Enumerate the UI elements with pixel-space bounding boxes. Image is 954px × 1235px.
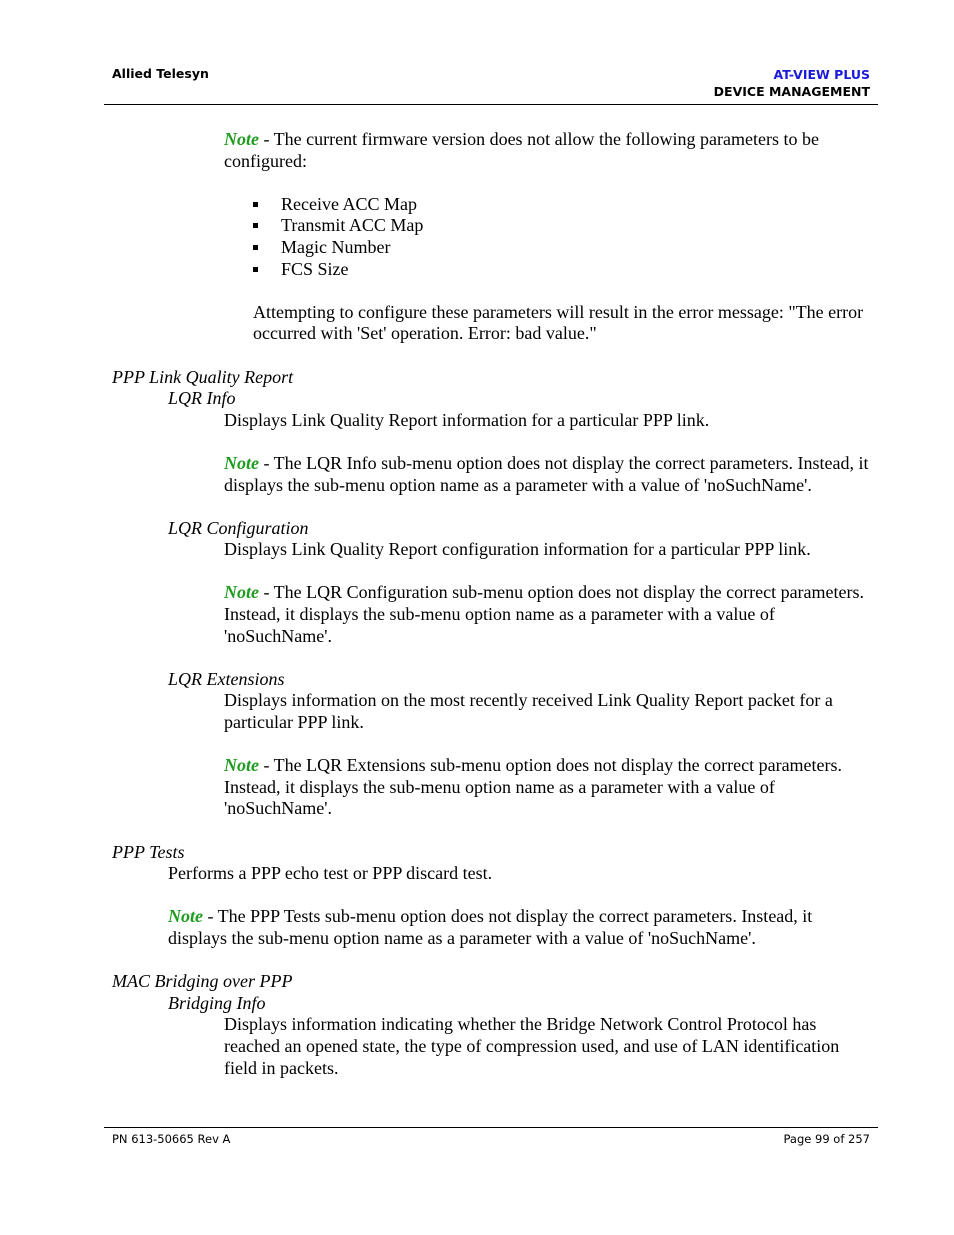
subheading-lqr-extensions: LQR Extensions	[168, 668, 285, 689]
ppp-tests-note: Note - The PPP Tests sub-menu option does not display the correct parameters. Instead, it displays the sub-menu option name as a parameter with a value of 'noSuchName'.	[168, 906, 813, 948]
note-label: Note	[224, 129, 259, 149]
error-message-text: Attempting to configure these parameters will result in the error message: "The error occurred with 'Set' operation. Error: bad value."	[253, 301, 864, 344]
lqr-configuration-description: Displays Link Quality Report configuration information for a particular PPP link.	[224, 539, 811, 560]
list-item: FCS Size	[253, 259, 954, 281]
ppp-tests-description: Performs a PPP echo test or PPP discard test.	[168, 863, 493, 884]
note-label: Note	[168, 906, 203, 927]
list-item: Transmit ACC Map	[253, 215, 954, 237]
intro-note-text: - The current firmware version does not allow the following parameters to be configured:	[224, 129, 819, 171]
lqr-extensions-description: Displays information on the most recently received Link Quality Report packet for a particular PPP link.	[224, 690, 833, 733]
section-heading-lqr: PPP Link Quality Report	[112, 366, 294, 387]
note-label: Note	[224, 582, 259, 603]
footer-part-number: PN 613-50665 Rev A	[112, 1132, 231, 1146]
subheading-bridging-info: Bridging Info	[168, 992, 266, 1013]
lqr-configuration-note: Note - The LQR Configuration sub-menu option does not display the correct parameters. Instead, it displays the sub-menu option name as a parameter with a value of 'noSuchName'.	[224, 582, 865, 646]
header-rule	[104, 104, 878, 105]
subheading-lqr-info: LQR Info	[168, 388, 236, 409]
square-bullet-icon	[253, 223, 258, 228]
footer-rule	[104, 1127, 878, 1128]
section-heading-mac-bridging: MAC Bridging over PPP	[112, 971, 293, 992]
header-product: AT-VIEW PLUS	[773, 67, 870, 82]
square-bullet-icon	[253, 202, 258, 207]
header-title-block	[714, 66, 870, 100]
square-bullet-icon	[253, 267, 258, 272]
list-item: Receive ACC Map	[253, 194, 954, 216]
section-heading-ppp-tests: PPP Tests	[112, 841, 185, 862]
note-label: Note	[224, 755, 259, 776]
lqr-info-note: Note - The LQR Info sub-menu option does not display the correct parameters. Instead, it displays the sub-menu option name as a parameter with a value of 'noSuchName'.	[224, 452, 869, 495]
list-item: Magic Number	[253, 237, 954, 259]
page-body	[0, 129, 954, 1079]
unconfigurable-parameter-list	[253, 194, 954, 280]
header-section: DEVICE MANAGEMENT	[713, 84, 870, 99]
header-company: Allied Telesyn	[112, 66, 209, 81]
note-label: Note	[224, 452, 259, 473]
footer-page-number: Page 99 of 257	[783, 1132, 870, 1146]
square-bullet-icon	[253, 245, 258, 250]
lqr-extensions-note: Note - The LQR Extensions sub-menu option does not display the correct parameters. Instead, it displays the sub-menu option name as a parameter with a value of 'noSuchName'.	[224, 755, 843, 819]
intro-note	[224, 129, 872, 172]
bridging-info-description: Displays information indicating whether the Bridge Network Control Protocol has reached an opened state, the type of compression used, and use of LAN identification field in packets.	[224, 1014, 840, 1078]
subheading-lqr-configuration: LQR Configuration	[168, 517, 309, 538]
lqr-info-description: Displays Link Quality Report information for a particular PPP link.	[224, 409, 710, 430]
